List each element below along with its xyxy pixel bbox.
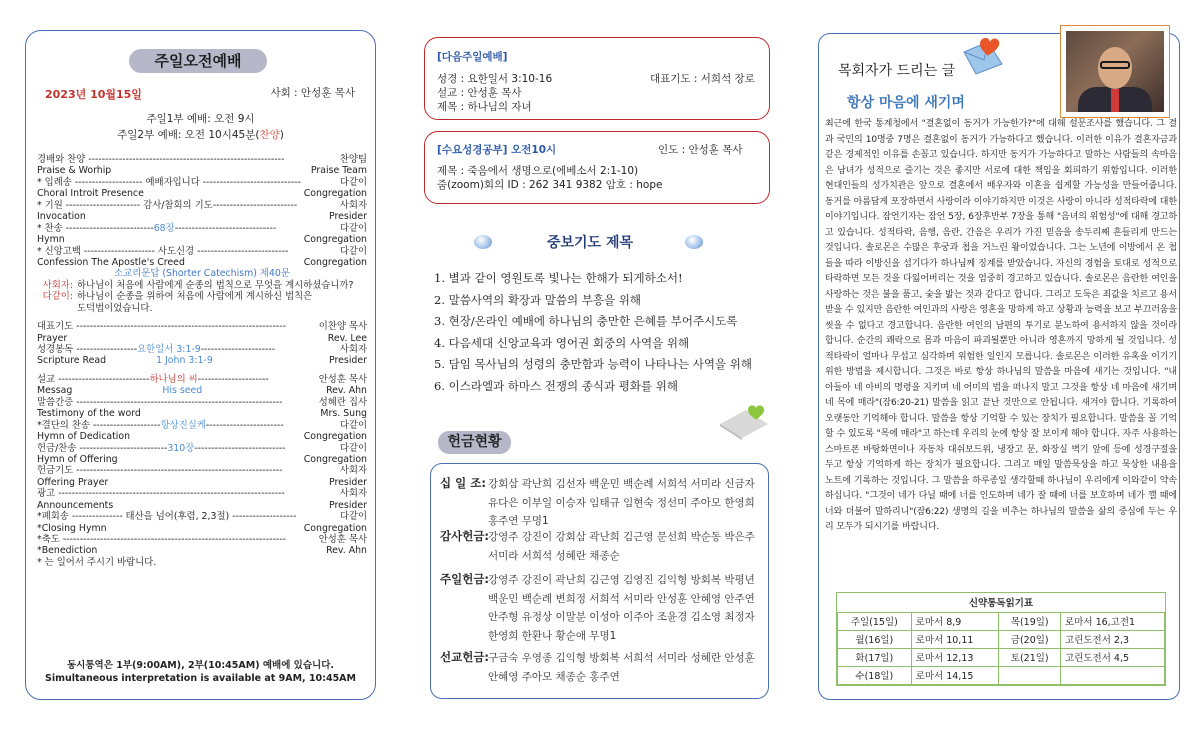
offering-row [440, 571, 759, 645]
order-item-role: 안성훈 목사 [318, 534, 367, 545]
reading-row [838, 630, 1165, 648]
order-item-role: 다같이 [339, 222, 367, 234]
reading-row [838, 612, 1165, 630]
order-row [37, 465, 367, 476]
reading-plan-title: 신약통독읽기표 [838, 593, 1165, 612]
order-item-highlight: His seed [162, 385, 203, 397]
order-item-label: Invocation [37, 211, 86, 223]
order-item-label: Hymn of Offering [37, 453, 118, 465]
order-row [37, 443, 367, 454]
interpretation-note-ko: 동시통역은 1부(9:00AM), 2부(10:45AM) 예배에 있습니다. [67, 660, 334, 671]
order-item-role: Congregation [303, 188, 367, 200]
order-row [37, 511, 367, 522]
pastor-subtitle: 항상 마음에 새기며 [847, 95, 965, 111]
order-item-role: Congregation [303, 431, 367, 443]
order-item-label: Hymn of Dedication [37, 431, 131, 443]
next-week-sermon: 설교 : 안성훈 목사 [437, 87, 522, 99]
order-item-label: Choral Introit Presence [37, 188, 144, 200]
order-item-role: 사회자 [339, 199, 367, 211]
order-row [37, 454, 367, 465]
order-item-label: 경배와 찬양 ---------------------------------------------------------- [37, 154, 285, 165]
order-row [37, 154, 367, 165]
order-item-highlight: 68장 [153, 222, 175, 234]
order-item-role: 찬양팀 [339, 154, 367, 165]
order-item-role: 사회자 [339, 465, 367, 477]
order-row [37, 523, 367, 534]
reading-cell: 로마서 16,고전1 [1061, 612, 1165, 630]
offering-names: 구금숙 우영종 김익형 방회복 서희석 서미라 성혜란 안성훈 안혜영 주아모 채종순 홍주연 [488, 652, 755, 683]
reading-cell: 토(21일) [999, 648, 1061, 666]
pastor-photo-frame [1060, 25, 1170, 118]
order-item-label: Scripture Read 1 John 3:1-9 [37, 355, 213, 367]
reading-cell: 고린도전서 2,3 [1061, 630, 1165, 648]
intercession-item: 1. 별과 같이 영원토록 빛나는 한해가 되게하소서! [434, 271, 683, 285]
order-item-label: * 신앙고백 --------------------- 사도신경 --------------------------- [37, 245, 289, 257]
order-row [37, 177, 367, 188]
worship-date: 2023년 10월15일 [45, 88, 142, 101]
order-item-label: Offering Prayer [37, 476, 109, 488]
service-time-2: 주일2부 예배: 오전 10시45분(찬양) [117, 129, 284, 141]
order-item-label: 설교 ---------------------------하나님의 씨--------------------- [37, 373, 269, 385]
reading-cell: 금(20일) [999, 630, 1061, 648]
wednesday-header: [수요성경공부] 오전10시 [437, 144, 557, 156]
order-item-label: 대표기도 -------------------------------------------------------------- [37, 321, 286, 333]
reading-cell: 월(16일) [838, 630, 912, 648]
offering-names: 강영주 강진이 곽난희 김근영 김영진 김익형 방회복 박평년 백운민 백순례 변희정 서희석 서미라 안성훈 안혜영 안주연 안주형 유정상 이말분 이성아 이주아 조윤경 김소영 최정자 한영희 한환나 황순애 무명1 [488, 574, 755, 642]
order-item-role: Congregation [303, 234, 367, 246]
order-item-label: * 기원 ---------------------- 감사/참회의 기도------------------------- [37, 199, 298, 211]
next-week-prayer: 대표기도 : 서희석 장로 [650, 73, 755, 85]
order-item-label: *폐회송 --------------- 태산을 넘어(후렴, 2,3절) ------------------- [37, 511, 297, 523]
order-item-label: Announcements [37, 499, 114, 511]
envelope-heart-icon [960, 34, 1006, 76]
order-item-role: Rev. Ahn [326, 385, 367, 397]
order-item-highlight: 항상진실케 [160, 419, 206, 431]
order-item-label: *축도 ------------------------------------------------------------------ [37, 534, 287, 545]
order-row [37, 223, 367, 234]
worship-presider: 사회 : 안성훈 목사 [270, 87, 355, 99]
reading-row [838, 648, 1165, 666]
order-row [37, 397, 367, 408]
offering-title: 헌금현황 [438, 431, 511, 454]
reading-cell: 화(17일) [838, 648, 912, 666]
order-item-highlight: 요한일서 3:1-9 [137, 344, 201, 355]
order-item-label: 헌금/찬송 --------------------------310장--------------------------- [37, 442, 286, 454]
reading-cell: 고린도전서 4,5 [1061, 648, 1165, 666]
order-row [37, 374, 367, 385]
reading-cell: 주일(15일) [838, 612, 912, 630]
order-row [37, 257, 367, 268]
order-of-service [37, 154, 367, 568]
intercession-item: 6. 이스라엘과 하마스 전쟁의 종식과 평화를 위해 [434, 378, 678, 393]
order-item-role: 다같이 [339, 442, 367, 454]
order-row [37, 355, 367, 366]
order-row [37, 420, 367, 431]
order-row [37, 488, 367, 499]
order-item-role: 다같이 [339, 511, 367, 523]
order-item-label: Praise & Worhip [37, 165, 112, 177]
offering-row [440, 649, 759, 686]
order-item-role: Presider [329, 355, 367, 367]
order-item-role: Rev. Ahn [326, 545, 367, 557]
order-row [37, 211, 367, 222]
order-item-label: Hymn [37, 234, 65, 246]
order-item-label: 성경봉독 ------------------요한일서 3:1-9---------------------- [37, 344, 276, 355]
next-week-header: [다음주일예배] [437, 51, 508, 63]
bubble-icon [685, 235, 703, 249]
order-item-highlight: 1 John 3:1-9 [156, 355, 213, 367]
intercession-item: 4. 다음세대 신앙교육과 영어권 회중의 사역을 위해 [434, 335, 690, 350]
worship-title: 주일오전예배 [129, 49, 267, 73]
order-row [37, 200, 367, 211]
worship-order-panel [25, 30, 376, 700]
order-row [37, 234, 367, 245]
order-row [37, 500, 367, 511]
pastor-heading: 목회자가 드리는 글 [838, 63, 956, 79]
reading-cell [1061, 666, 1165, 684]
reading-cell: 수(18일) [838, 666, 912, 684]
reading-cell [999, 666, 1061, 684]
pastor-photo [1066, 31, 1164, 112]
offering-row [440, 475, 759, 531]
intercession-item: 3. 현장/온라인 예배에 하나님의 충만한 은혜를 부어주시도록 [434, 314, 738, 328]
intercession-item: 2. 말씀사역의 확장과 말씀의 부흥을 위해 [434, 292, 641, 307]
catechism-answer-cont: 도덕법이었습니다. [77, 302, 153, 314]
order-item-label: 광고 ------------------------------------------------------------------- [37, 488, 285, 500]
order-item-highlight: 310장 [167, 442, 195, 454]
reading-plan-table [836, 592, 1166, 686]
offering-box [430, 463, 769, 699]
wednesday-study-box [424, 131, 770, 204]
order-item-label: *Benediction [37, 545, 98, 557]
offering-row [440, 528, 759, 565]
next-week-scripture: 성경 : 요한일서 3:10-16 [437, 73, 553, 85]
intercession-list [434, 268, 752, 397]
order-item-role: 사회자 [339, 344, 367, 355]
offering-category: 주일헌금: [440, 572, 490, 586]
order-item-role: 이찬양 목사 [318, 321, 367, 333]
order-item-role: 다같이 [339, 176, 367, 188]
order-row [37, 188, 367, 199]
order-item-role: 사회자 [339, 488, 367, 500]
order-item-label: * 찬송 --------------------------68장------------------------------ [37, 222, 277, 234]
order-row [37, 431, 367, 442]
order-item-label: Confession The Apostle's Creed [37, 256, 185, 268]
order-row [37, 545, 367, 556]
catechism-question: 사회자: 하나님이 처음에 사람에게 순종의 법칙으로 무엇을 계시하셨습니까? [42, 279, 354, 291]
offering-category: 십 일 조: [440, 476, 486, 490]
order-item-role: Praise Team [310, 165, 367, 177]
service-time-1: 주일1부 예배: 오전 9시 [146, 113, 255, 125]
wednesday-zoom: 줌(zoom)회의 ID : 262 341 9382 암호 : hope [437, 179, 663, 191]
order-item-role: 안성훈 목사 [318, 373, 367, 385]
order-item-role: 성혜란 집사 [318, 396, 367, 408]
praise-label: 찬양 [259, 129, 280, 141]
order-item-label: *Closing Hymn [37, 522, 107, 534]
order-item-role: 다같이 [339, 419, 367, 431]
order-item-highlight: 하나님의 씨 [149, 373, 198, 385]
order-item-label: 말씀간증 ------------------------------------------------------------- [37, 396, 283, 408]
pastor-letter-body: 최근에 한국 통계청에서 "결혼없이 동거가 가능한가?"에 대해 설문조사를 했습니다. 그 결과 국민의 10명중 7명은 결혼없이 동거가 가능하다고 했습니다. 이러한 이유가 결혼자금과 같은 경제적인 이유를 손꼽고 있습니다. 하지만 동거가 가능하다고 말하는 사람들의 속마음은 남녀가 성적으로 즐기는 것은 좋지만 서로에 대한 책임을 회피하기 위함입니다. 이러한 현대인들의 성가치관은 앞으로 결혼에서 배우자와 이혼을 쉽게할 가능성을 만들어줍니다. 동거를 아름답게 포장하면서 사랑이라 이야기하지만 이것은 사랑이 아니라 성적타락에 대한 이야기입니다. 잠언기자는 잠언 5장, 6장후반부 7장을 통해 "음녀의 위험성"에 대해 경고하고 있습니다. 성적타락, 음행, 음란, 간음은 우리가 가진 믿음을 송두리째 흔들리게 만드는 것입니다. 솔로몬은 수많은 후궁과 첩을 거느린 왕이었습니다. 그는 노년에 이방에서 온 첩들을 따라 이방신을 섬기다가 하나님께 징계를 받았습니다. 자신의 경험을 토대로 성적으로 타락하면 모든 것을 다잃어버리는 것을 엄중히 경고하고 있습니다. 솔로몬은 음란한 여인을 사랑하는 것은 불을 품고, 숯을 밟는 것과 같다고 합니다. 그리고 도둑은 죄값을 치르고 용서받을 수 있지만 음란한 여인과의 사랑은 영혼을 망하게 하고 상황과 능력을 보고 부끄러움을 씻을 수 없다고 경고합니다. 음란한 여인의 남편의 투기로 분노하여 용서하지 않을 것이라 합니다. 순간의 쾌락으로 몸과 마음이 파괴될뿐만 아니라 영혼까지 망하게 될 것입니다. 성적타락이 얼마나 무섭고 심각하며 위험한 일인지 모릅니다. 솔로몬은 이러한 유혹을 이기기 위한 방법을 제시합니다. 그것은 바로 항상 하나님의 말씀을 마음에 새기는 것입니다. "내 아들아 네 아비의 명령을 지키며 네 어미의 법을 떠나지 말고 그것을 항상 네 마음에 새기며 네 목에 매라"(잠6:20-21) 말씀을 읽고 끝난 것만으로 안됩니다. 새겨야 합니다. 기록하여 오랫동안 기억해야 합니다. 말씀을 항상 기억할 수 있는 장치가 필요합니다. 말씀을 꼴 기억할 수 있도록 "목에 매라"고 하는데 우리의 눈에 항상 잘 보이게 해야 합니다. 자주 사용하는 스마트폰 바탕화면이나 자동차 대쉬보드위, 냉장고 문, 화장실 벽기 앞에 등에 성경구절을 두고 항상 기억하게 하는 장치가 필요합니다. 그리고 매일 말씀묵상을 하고 묵상한 내용을 노트에 기록하는 것입니다. 그 말씀을 하루종일 생각할때 하나님이 우리에게 이와같이 약속하십니다. "그것이 네가 다닐 때에 너를 인도하며 네가 잘 때에 너를 보호하며 네가 깰 때에 너와 더불어 말하리니"(잠6:22) 생명의 길을 비추는 하나님의 말씀을 삶의 중심에 두는 우리 모두가 되시기를 바랍니다. [825, 119, 1177, 532]
order-item-role: Mrs. Sung [320, 408, 367, 420]
next-week-topic: 제목 : 하나님의 자녀 [437, 101, 532, 113]
reading-cell: 로마서 12,13 [911, 648, 999, 666]
wednesday-leader: 인도 : 안성훈 목사 [658, 144, 743, 156]
order-item-role: 다같이 [339, 245, 367, 257]
next-week-box [424, 37, 770, 120]
speech-bubble-heart-icon [718, 400, 770, 440]
order-row [37, 321, 367, 332]
wednesday-topic: 제목 : 죽음에서 생명으로(에베소서 2:1-10) [437, 165, 639, 177]
offering-category: 선교헌금: [440, 650, 490, 664]
reading-row [838, 666, 1165, 684]
order-row [37, 408, 367, 419]
order-item-role: Congregation [303, 522, 367, 534]
order-item-label: *결단의 찬송 --------------------항상진실케----------------------- [37, 419, 284, 431]
order-row [37, 477, 367, 488]
offering-names: 강회삼 곽난희 김선자 백운민 백순례 서희석 서미라 신금자 유다은 이부일 이승자 임태규 임현숙 정선미 주아모 한영희 홍주연 무명1 [488, 478, 755, 528]
order-item-label: Testimony of the word [37, 408, 141, 420]
catechism-answer: 다같이: 하나님이 순종을 위하여 처음에 사람에게 계시하신 법칙은 [42, 291, 313, 303]
order-item-role: Presider [329, 499, 367, 511]
order-item-label: 헌금기도 ------------------------------------------------------------- [37, 465, 283, 477]
order-item-role: Rev. Lee [327, 332, 367, 344]
order-item-role: Congregation [303, 256, 367, 268]
stand-note: * 는 일어서 주시기 바랍니다. [37, 556, 157, 568]
intercession-item: 5. 담임 목사님의 성령의 충만함과 능력이 나타나는 사역을 위해 [434, 357, 752, 371]
intercession-title: 중보기도 제목 [546, 235, 634, 251]
catechism-title: 소교리문답 (Shorter Catechism) 제40문 [114, 268, 290, 280]
order-row [37, 165, 367, 176]
order-item-label: Messag His seed [37, 385, 203, 397]
reading-cell: 로마서 14,15 [911, 666, 999, 684]
reading-cell: 로마서 8,9 [911, 612, 999, 630]
order-row [37, 534, 367, 545]
order-row [37, 385, 367, 396]
order-item-role: Presider [329, 211, 367, 223]
offering-category: 감사헌금: [440, 529, 490, 543]
reading-cell: 로마서 10,11 [911, 630, 999, 648]
order-row [37, 333, 367, 344]
order-item-role: Congregation [303, 453, 367, 465]
order-row [37, 344, 367, 355]
offering-names: 강영주 강진이 강회삼 곽난희 김근영 문선희 박순동 박은주 서미라 서희석 성혜란 채종순 [488, 531, 755, 562]
order-item-label: * 입례송 -------------------- 예배자입니다 ----------------------------- [37, 176, 301, 188]
interpretation-note-en: Simultaneous interpretation is available at 9AM, 10:45AM [45, 673, 356, 684]
order-item-label: Prayer [37, 332, 68, 344]
order-item-role: Presider [329, 476, 367, 488]
order-row [37, 246, 367, 257]
reading-cell: 목(19일) [999, 612, 1061, 630]
